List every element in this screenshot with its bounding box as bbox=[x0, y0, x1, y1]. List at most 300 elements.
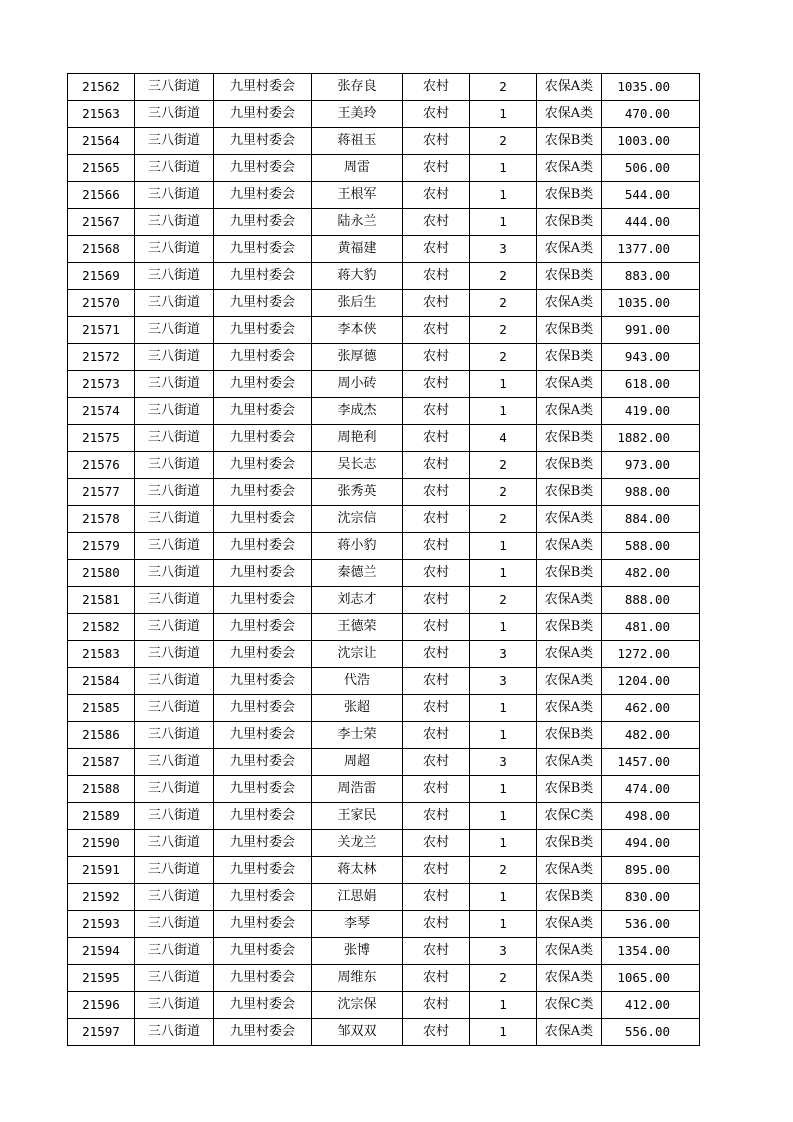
street-cell: 三八街道 bbox=[135, 560, 214, 587]
amount-cell: 991.00 bbox=[602, 317, 700, 344]
street-cell: 三八街道 bbox=[135, 884, 214, 911]
household-count-cell: 2 bbox=[470, 290, 537, 317]
person-name-cell: 江思娟 bbox=[312, 884, 403, 911]
insurance-category-cell: 农保B类 bbox=[537, 560, 602, 587]
insurance-category-cell: 农保A类 bbox=[537, 533, 602, 560]
amount-cell: 973.00 bbox=[602, 452, 700, 479]
record-id-cell: 21571 bbox=[68, 317, 135, 344]
village-committee-cell: 九里村委会 bbox=[214, 155, 312, 182]
person-name-cell: 蒋大豹 bbox=[312, 263, 403, 290]
insurance-category-cell: 农保A类 bbox=[537, 695, 602, 722]
amount-cell: 536.00 bbox=[602, 911, 700, 938]
area-type-cell: 农村 bbox=[403, 209, 470, 236]
table-row bbox=[68, 290, 700, 317]
table-row bbox=[68, 344, 700, 371]
area-type-cell: 农村 bbox=[403, 452, 470, 479]
household-count-cell: 1 bbox=[470, 1019, 537, 1046]
amount-cell: 1272.00 bbox=[602, 641, 700, 668]
street-cell: 三八街道 bbox=[135, 830, 214, 857]
record-id-cell: 21592 bbox=[68, 884, 135, 911]
village-committee-cell: 九里村委会 bbox=[214, 776, 312, 803]
area-type-cell: 农村 bbox=[403, 263, 470, 290]
area-type-cell: 农村 bbox=[403, 101, 470, 128]
street-cell: 三八街道 bbox=[135, 344, 214, 371]
amount-cell: 988.00 bbox=[602, 479, 700, 506]
data-table bbox=[67, 73, 700, 1046]
record-id-cell: 21586 bbox=[68, 722, 135, 749]
village-committee-cell: 九里村委会 bbox=[214, 128, 312, 155]
street-cell: 三八街道 bbox=[135, 587, 214, 614]
village-committee-cell: 九里村委会 bbox=[214, 101, 312, 128]
area-type-cell: 农村 bbox=[403, 290, 470, 317]
household-count-cell: 1 bbox=[470, 695, 537, 722]
record-id-cell: 21593 bbox=[68, 911, 135, 938]
insurance-category-cell: 农保A类 bbox=[537, 155, 602, 182]
amount-cell: 588.00 bbox=[602, 533, 700, 560]
household-count-cell: 1 bbox=[470, 209, 537, 236]
record-id-cell: 21594 bbox=[68, 938, 135, 965]
amount-cell: 1882.00 bbox=[602, 425, 700, 452]
household-count-cell: 2 bbox=[470, 317, 537, 344]
record-id-cell: 21565 bbox=[68, 155, 135, 182]
person-name-cell: 李士荣 bbox=[312, 722, 403, 749]
person-name-cell: 张博 bbox=[312, 938, 403, 965]
record-id-cell: 21574 bbox=[68, 398, 135, 425]
insurance-category-cell: 农保B类 bbox=[537, 722, 602, 749]
area-type-cell: 农村 bbox=[403, 938, 470, 965]
village-committee-cell: 九里村委会 bbox=[214, 560, 312, 587]
area-type-cell: 农村 bbox=[403, 911, 470, 938]
village-committee-cell: 九里村委会 bbox=[214, 452, 312, 479]
record-id-cell: 21580 bbox=[68, 560, 135, 587]
household-count-cell: 3 bbox=[470, 236, 537, 263]
village-committee-cell: 九里村委会 bbox=[214, 371, 312, 398]
amount-cell: 412.00 bbox=[602, 992, 700, 1019]
village-committee-cell: 九里村委会 bbox=[214, 992, 312, 1019]
street-cell: 三八街道 bbox=[135, 101, 214, 128]
person-name-cell: 周雷 bbox=[312, 155, 403, 182]
person-name-cell: 沈宗保 bbox=[312, 992, 403, 1019]
amount-cell: 444.00 bbox=[602, 209, 700, 236]
insurance-category-cell: 农保A类 bbox=[537, 965, 602, 992]
person-name-cell: 关龙兰 bbox=[312, 830, 403, 857]
record-id-cell: 21583 bbox=[68, 641, 135, 668]
amount-cell: 419.00 bbox=[602, 398, 700, 425]
table-row bbox=[68, 371, 700, 398]
person-name-cell: 邹双双 bbox=[312, 1019, 403, 1046]
person-name-cell: 张超 bbox=[312, 695, 403, 722]
table-row bbox=[68, 209, 700, 236]
area-type-cell: 农村 bbox=[403, 722, 470, 749]
street-cell: 三八街道 bbox=[135, 803, 214, 830]
street-cell: 三八街道 bbox=[135, 263, 214, 290]
table-row bbox=[68, 641, 700, 668]
table-row bbox=[68, 830, 700, 857]
amount-cell: 830.00 bbox=[602, 884, 700, 911]
person-name-cell: 陆永兰 bbox=[312, 209, 403, 236]
area-type-cell: 农村 bbox=[403, 668, 470, 695]
area-type-cell: 农村 bbox=[403, 479, 470, 506]
amount-cell: 1035.00 bbox=[602, 290, 700, 317]
insurance-category-cell: 农保A类 bbox=[537, 587, 602, 614]
table-row bbox=[68, 155, 700, 182]
village-committee-cell: 九里村委会 bbox=[214, 182, 312, 209]
village-committee-cell: 九里村委会 bbox=[214, 506, 312, 533]
table-row bbox=[68, 587, 700, 614]
village-committee-cell: 九里村委会 bbox=[214, 236, 312, 263]
household-count-cell: 1 bbox=[470, 371, 537, 398]
table-row bbox=[68, 317, 700, 344]
record-id-cell: 21575 bbox=[68, 425, 135, 452]
person-name-cell: 张秀英 bbox=[312, 479, 403, 506]
person-name-cell: 李成杰 bbox=[312, 398, 403, 425]
amount-cell: 1003.00 bbox=[602, 128, 700, 155]
village-committee-cell: 九里村委会 bbox=[214, 749, 312, 776]
area-type-cell: 农村 bbox=[403, 425, 470, 452]
table-row bbox=[68, 128, 700, 155]
amount-cell: 482.00 bbox=[602, 560, 700, 587]
table-row bbox=[68, 668, 700, 695]
table-row bbox=[68, 965, 700, 992]
record-id-cell: 21573 bbox=[68, 371, 135, 398]
village-committee-cell: 九里村委会 bbox=[214, 857, 312, 884]
street-cell: 三八街道 bbox=[135, 128, 214, 155]
amount-cell: 556.00 bbox=[602, 1019, 700, 1046]
person-name-cell: 李本侠 bbox=[312, 317, 403, 344]
village-committee-cell: 九里村委会 bbox=[214, 884, 312, 911]
insurance-category-cell: 农保B类 bbox=[537, 425, 602, 452]
insurance-category-cell: 农保C类 bbox=[537, 992, 602, 1019]
insurance-category-cell: 农保B类 bbox=[537, 263, 602, 290]
street-cell: 三八街道 bbox=[135, 992, 214, 1019]
record-id-cell: 21566 bbox=[68, 182, 135, 209]
household-count-cell: 1 bbox=[470, 830, 537, 857]
street-cell: 三八街道 bbox=[135, 695, 214, 722]
household-count-cell: 1 bbox=[470, 884, 537, 911]
table-row bbox=[68, 695, 700, 722]
person-name-cell: 蒋太林 bbox=[312, 857, 403, 884]
record-id-cell: 21564 bbox=[68, 128, 135, 155]
insurance-category-cell: 农保A类 bbox=[537, 506, 602, 533]
record-id-cell: 21577 bbox=[68, 479, 135, 506]
record-id-cell: 21562 bbox=[68, 74, 135, 101]
record-id-cell: 21563 bbox=[68, 101, 135, 128]
table-row bbox=[68, 749, 700, 776]
person-name-cell: 周超 bbox=[312, 749, 403, 776]
street-cell: 三八街道 bbox=[135, 965, 214, 992]
amount-cell: 884.00 bbox=[602, 506, 700, 533]
insurance-category-cell: 农保A类 bbox=[537, 749, 602, 776]
person-name-cell: 蒋祖玉 bbox=[312, 128, 403, 155]
table-row bbox=[68, 884, 700, 911]
insurance-category-cell: 农保A类 bbox=[537, 938, 602, 965]
household-count-cell: 3 bbox=[470, 641, 537, 668]
person-name-cell: 王根军 bbox=[312, 182, 403, 209]
table-row bbox=[68, 938, 700, 965]
record-id-cell: 21579 bbox=[68, 533, 135, 560]
table-row bbox=[68, 398, 700, 425]
record-id-cell: 21590 bbox=[68, 830, 135, 857]
person-name-cell: 张厚德 bbox=[312, 344, 403, 371]
table-row bbox=[68, 533, 700, 560]
insurance-category-cell: 农保A类 bbox=[537, 74, 602, 101]
area-type-cell: 农村 bbox=[403, 884, 470, 911]
area-type-cell: 农村 bbox=[403, 614, 470, 641]
household-count-cell: 2 bbox=[470, 128, 537, 155]
village-committee-cell: 九里村委会 bbox=[214, 425, 312, 452]
insurance-category-cell: 农保B类 bbox=[537, 614, 602, 641]
street-cell: 三八街道 bbox=[135, 506, 214, 533]
household-count-cell: 2 bbox=[470, 587, 537, 614]
insurance-category-cell: 农保A类 bbox=[537, 290, 602, 317]
area-type-cell: 农村 bbox=[403, 803, 470, 830]
table-row bbox=[68, 452, 700, 479]
household-count-cell: 1 bbox=[470, 101, 537, 128]
village-committee-cell: 九里村委会 bbox=[214, 317, 312, 344]
insurance-category-cell: 农保B类 bbox=[537, 884, 602, 911]
amount-cell: 1457.00 bbox=[602, 749, 700, 776]
household-count-cell: 3 bbox=[470, 749, 537, 776]
person-name-cell: 代浩 bbox=[312, 668, 403, 695]
insurance-category-cell: 农保A类 bbox=[537, 1019, 602, 1046]
village-committee-cell: 九里村委会 bbox=[214, 74, 312, 101]
street-cell: 三八街道 bbox=[135, 425, 214, 452]
insurance-category-cell: 农保A类 bbox=[537, 668, 602, 695]
record-id-cell: 21585 bbox=[68, 695, 135, 722]
household-count-cell: 2 bbox=[470, 857, 537, 884]
insurance-category-cell: 农保B类 bbox=[537, 830, 602, 857]
insurance-category-cell: 农保A类 bbox=[537, 641, 602, 668]
amount-cell: 1065.00 bbox=[602, 965, 700, 992]
village-committee-cell: 九里村委会 bbox=[214, 479, 312, 506]
record-id-cell: 21576 bbox=[68, 452, 135, 479]
person-name-cell: 沈宗让 bbox=[312, 641, 403, 668]
village-committee-cell: 九里村委会 bbox=[214, 722, 312, 749]
table-row bbox=[68, 74, 700, 101]
record-id-cell: 21589 bbox=[68, 803, 135, 830]
village-committee-cell: 九里村委会 bbox=[214, 533, 312, 560]
table-row bbox=[68, 911, 700, 938]
village-committee-cell: 九里村委会 bbox=[214, 668, 312, 695]
household-count-cell: 4 bbox=[470, 425, 537, 452]
village-committee-cell: 九里村委会 bbox=[214, 398, 312, 425]
area-type-cell: 农村 bbox=[403, 776, 470, 803]
amount-cell: 895.00 bbox=[602, 857, 700, 884]
street-cell: 三八街道 bbox=[135, 209, 214, 236]
insurance-category-cell: 农保A类 bbox=[537, 398, 602, 425]
street-cell: 三八街道 bbox=[135, 290, 214, 317]
area-type-cell: 农村 bbox=[403, 965, 470, 992]
village-committee-cell: 九里村委会 bbox=[214, 290, 312, 317]
person-name-cell: 蒋小豹 bbox=[312, 533, 403, 560]
area-type-cell: 农村 bbox=[403, 236, 470, 263]
area-type-cell: 农村 bbox=[403, 695, 470, 722]
table-row bbox=[68, 857, 700, 884]
insurance-category-cell: 农保B类 bbox=[537, 182, 602, 209]
amount-cell: 544.00 bbox=[602, 182, 700, 209]
record-id-cell: 21581 bbox=[68, 587, 135, 614]
table-row bbox=[68, 614, 700, 641]
person-name-cell: 王德荣 bbox=[312, 614, 403, 641]
area-type-cell: 农村 bbox=[403, 830, 470, 857]
household-count-cell: 2 bbox=[470, 74, 537, 101]
person-name-cell: 王家民 bbox=[312, 803, 403, 830]
insurance-category-cell: 农保B类 bbox=[537, 344, 602, 371]
table-row bbox=[68, 182, 700, 209]
table-row bbox=[68, 506, 700, 533]
person-name-cell: 吴长志 bbox=[312, 452, 403, 479]
person-name-cell: 李琴 bbox=[312, 911, 403, 938]
area-type-cell: 农村 bbox=[403, 560, 470, 587]
insurance-category-cell: 农保A类 bbox=[537, 371, 602, 398]
amount-cell: 474.00 bbox=[602, 776, 700, 803]
insurance-category-cell: 农保B类 bbox=[537, 317, 602, 344]
area-type-cell: 农村 bbox=[403, 506, 470, 533]
record-id-cell: 21587 bbox=[68, 749, 135, 776]
area-type-cell: 农村 bbox=[403, 128, 470, 155]
household-count-cell: 1 bbox=[470, 992, 537, 1019]
household-count-cell: 1 bbox=[470, 533, 537, 560]
amount-cell: 1354.00 bbox=[602, 938, 700, 965]
record-id-cell: 21596 bbox=[68, 992, 135, 1019]
street-cell: 三八街道 bbox=[135, 236, 214, 263]
area-type-cell: 农村 bbox=[403, 533, 470, 560]
household-count-cell: 1 bbox=[470, 722, 537, 749]
household-count-cell: 2 bbox=[470, 506, 537, 533]
person-name-cell: 刘志才 bbox=[312, 587, 403, 614]
insurance-category-cell: 农保B类 bbox=[537, 452, 602, 479]
amount-cell: 1035.00 bbox=[602, 74, 700, 101]
record-id-cell: 21597 bbox=[68, 1019, 135, 1046]
record-id-cell: 21569 bbox=[68, 263, 135, 290]
amount-cell: 888.00 bbox=[602, 587, 700, 614]
amount-cell: 1377.00 bbox=[602, 236, 700, 263]
area-type-cell: 农村 bbox=[403, 857, 470, 884]
table-row bbox=[68, 1019, 700, 1046]
street-cell: 三八街道 bbox=[135, 155, 214, 182]
village-committee-cell: 九里村委会 bbox=[214, 695, 312, 722]
street-cell: 三八街道 bbox=[135, 317, 214, 344]
insurance-category-cell: 农保B类 bbox=[537, 209, 602, 236]
insurance-category-cell: 农保A类 bbox=[537, 857, 602, 884]
record-id-cell: 21595 bbox=[68, 965, 135, 992]
street-cell: 三八街道 bbox=[135, 398, 214, 425]
area-type-cell: 农村 bbox=[403, 587, 470, 614]
record-id-cell: 21568 bbox=[68, 236, 135, 263]
village-committee-cell: 九里村委会 bbox=[214, 830, 312, 857]
amount-cell: 506.00 bbox=[602, 155, 700, 182]
street-cell: 三八街道 bbox=[135, 452, 214, 479]
person-name-cell: 王美玲 bbox=[312, 101, 403, 128]
table-row bbox=[68, 776, 700, 803]
village-committee-cell: 九里村委会 bbox=[214, 938, 312, 965]
household-count-cell: 2 bbox=[470, 263, 537, 290]
area-type-cell: 农村 bbox=[403, 155, 470, 182]
street-cell: 三八街道 bbox=[135, 749, 214, 776]
table-row bbox=[68, 263, 700, 290]
street-cell: 三八街道 bbox=[135, 668, 214, 695]
household-count-cell: 1 bbox=[470, 155, 537, 182]
area-type-cell: 农村 bbox=[403, 317, 470, 344]
street-cell: 三八街道 bbox=[135, 74, 214, 101]
amount-cell: 1204.00 bbox=[602, 668, 700, 695]
insurance-category-cell: 农保B类 bbox=[537, 479, 602, 506]
area-type-cell: 农村 bbox=[403, 344, 470, 371]
street-cell: 三八街道 bbox=[135, 776, 214, 803]
table-body bbox=[68, 74, 700, 1046]
record-id-cell: 21567 bbox=[68, 209, 135, 236]
person-name-cell: 周浩雷 bbox=[312, 776, 403, 803]
household-count-cell: 3 bbox=[470, 668, 537, 695]
insurance-category-cell: 农保A类 bbox=[537, 911, 602, 938]
street-cell: 三八街道 bbox=[135, 614, 214, 641]
insurance-category-cell: 农保C类 bbox=[537, 803, 602, 830]
person-name-cell: 黄福建 bbox=[312, 236, 403, 263]
area-type-cell: 农村 bbox=[403, 641, 470, 668]
village-committee-cell: 九里村委会 bbox=[214, 641, 312, 668]
record-id-cell: 21570 bbox=[68, 290, 135, 317]
amount-cell: 470.00 bbox=[602, 101, 700, 128]
street-cell: 三八街道 bbox=[135, 533, 214, 560]
area-type-cell: 农村 bbox=[403, 992, 470, 1019]
village-committee-cell: 九里村委会 bbox=[214, 263, 312, 290]
village-committee-cell: 九里村委会 bbox=[214, 1019, 312, 1046]
record-id-cell: 21572 bbox=[68, 344, 135, 371]
table-row bbox=[68, 803, 700, 830]
street-cell: 三八街道 bbox=[135, 938, 214, 965]
table-row bbox=[68, 479, 700, 506]
area-type-cell: 农村 bbox=[403, 74, 470, 101]
street-cell: 三八街道 bbox=[135, 911, 214, 938]
area-type-cell: 农村 bbox=[403, 398, 470, 425]
amount-cell: 498.00 bbox=[602, 803, 700, 830]
person-name-cell: 周维东 bbox=[312, 965, 403, 992]
household-count-cell: 2 bbox=[470, 479, 537, 506]
amount-cell: 482.00 bbox=[602, 722, 700, 749]
street-cell: 三八街道 bbox=[135, 371, 214, 398]
village-committee-cell: 九里村委会 bbox=[214, 911, 312, 938]
person-name-cell: 沈宗信 bbox=[312, 506, 403, 533]
amount-cell: 462.00 bbox=[602, 695, 700, 722]
household-count-cell: 2 bbox=[470, 965, 537, 992]
amount-cell: 481.00 bbox=[602, 614, 700, 641]
amount-cell: 618.00 bbox=[602, 371, 700, 398]
area-type-cell: 农村 bbox=[403, 182, 470, 209]
street-cell: 三八街道 bbox=[135, 182, 214, 209]
person-name-cell: 周艳利 bbox=[312, 425, 403, 452]
table-row bbox=[68, 722, 700, 749]
table-row bbox=[68, 101, 700, 128]
insurance-category-cell: 农保A类 bbox=[537, 101, 602, 128]
household-count-cell: 2 bbox=[470, 452, 537, 479]
record-id-cell: 21588 bbox=[68, 776, 135, 803]
street-cell: 三八街道 bbox=[135, 857, 214, 884]
household-count-cell: 1 bbox=[470, 776, 537, 803]
person-name-cell: 张存良 bbox=[312, 74, 403, 101]
village-committee-cell: 九里村委会 bbox=[214, 965, 312, 992]
person-name-cell: 秦德兰 bbox=[312, 560, 403, 587]
household-count-cell: 1 bbox=[470, 911, 537, 938]
record-id-cell: 21582 bbox=[68, 614, 135, 641]
amount-cell: 494.00 bbox=[602, 830, 700, 857]
record-id-cell: 21578 bbox=[68, 506, 135, 533]
household-count-cell: 1 bbox=[470, 560, 537, 587]
person-name-cell: 周小砖 bbox=[312, 371, 403, 398]
area-type-cell: 农村 bbox=[403, 749, 470, 776]
person-name-cell: 张后生 bbox=[312, 290, 403, 317]
household-count-cell: 1 bbox=[470, 614, 537, 641]
village-committee-cell: 九里村委会 bbox=[214, 803, 312, 830]
